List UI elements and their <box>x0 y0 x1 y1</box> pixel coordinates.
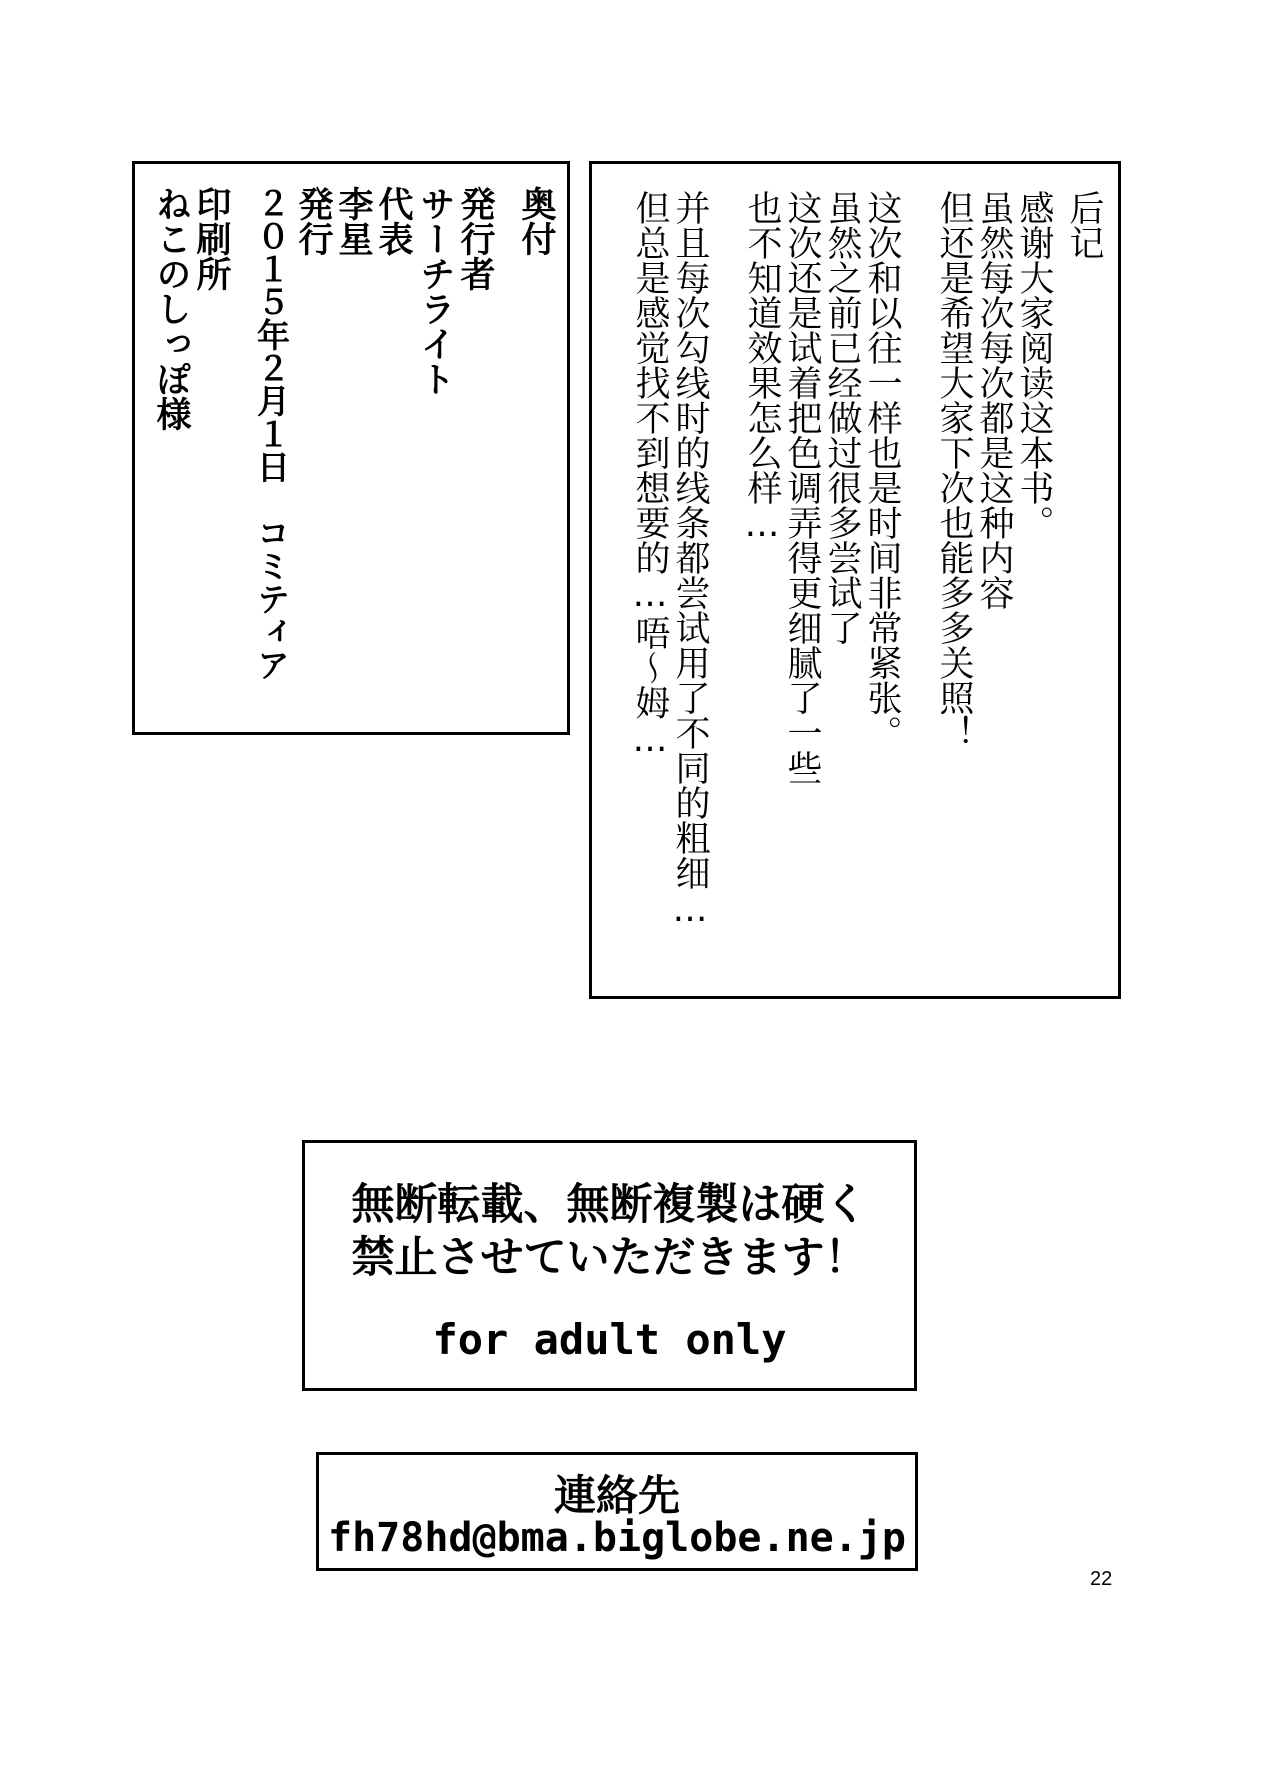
colophon-publisher-label: 発行者 <box>455 186 495 291</box>
afterword-line: 这次和以往一样也是时间非常紧张。 <box>862 190 902 750</box>
afterword-line: 但还是希望大家下次也能多多关照！ <box>934 190 974 750</box>
notice-line-1: 無断転載、無断複製は硬く <box>351 1180 868 1230</box>
colophon-representative-label: 代表 <box>373 186 413 256</box>
colophon-printer-label: 印刷所 <box>191 186 231 291</box>
afterword-line: 这次还是试着把色调弄得更细腻了一些 <box>782 190 822 785</box>
colophon-publisher-name: サーチライト <box>415 186 455 396</box>
colophon-box <box>132 161 570 735</box>
adult-only-label: for adult only <box>432 1315 787 1364</box>
afterword-box <box>589 161 1121 999</box>
notice-line-2: 禁止させていただきます！ <box>351 1233 868 1283</box>
afterword-heading: 后记 <box>1064 190 1104 260</box>
colophon-representative-name: 李星 <box>333 186 373 256</box>
colophon-issue-date: ２０１５年２月１日 コミティア <box>252 186 291 681</box>
afterword-line: 也不知道效果怎么样… <box>742 190 782 545</box>
contact-label: 連絡先 <box>553 1471 680 1520</box>
contact-email: fh78hd@bma.biglobe.ne.jp <box>328 1515 906 1561</box>
afterword-line: 并且每次勾线时的线条都尝试用了不同的粗细… <box>670 190 710 930</box>
colophon-printer-name: ねこのしっぽ様 <box>151 186 191 431</box>
colophon-issue-label: 発行 <box>293 186 333 256</box>
contact-box <box>316 1452 918 1571</box>
reproduction-notice-box <box>302 1140 917 1391</box>
afterword-line: 但总是感觉找不到想要的…唔～姆… <box>630 190 670 760</box>
colophon-heading: 奥付 <box>516 186 556 256</box>
page-number: 22 <box>1090 1568 1113 1590</box>
afterword-line: 感谢大家阅读这本书。 <box>1014 190 1054 540</box>
afterword-line: 虽然每次每次都是这种内容 <box>974 190 1014 610</box>
afterword-line: 虽然之前已经做过很多尝试了 <box>822 190 862 645</box>
